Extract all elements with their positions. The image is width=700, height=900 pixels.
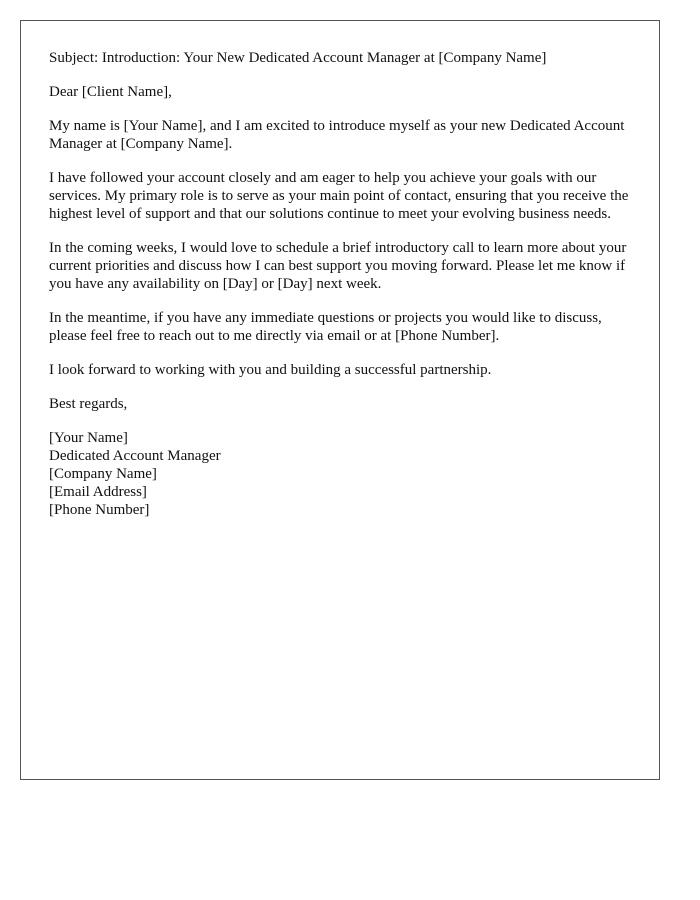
signature-phone: [Phone Number] [49, 502, 150, 518]
letter-salutation: Dear [Client Name], [49, 84, 172, 100]
letter-frame [20, 20, 660, 780]
letter-paragraph: I look forward to working with you and building a successful partnership. [49, 362, 492, 378]
letter-paragraph: In the meantime, if you have any immediate questions or projects you would like to discuss, please feel free to reach out to me directly via email or at [Phone Number]. [49, 310, 602, 344]
letter-closing: Best regards, [49, 396, 128, 412]
signature-company: [Company Name] [49, 466, 157, 482]
signature-title: Dedicated Account Manager [49, 448, 221, 464]
signature-name: [Your Name] [49, 430, 128, 446]
letter-paragraph: I have followed your account closely and am eager to help you achieve your goals with our services. My primary role is to serve as your main point of contact, ensuring that you receive the highest level of support and that our solutions continue to meet your evolving business needs. [49, 170, 629, 222]
signature-email: [Email Address] [49, 484, 147, 500]
letter-paragraph: My name is [Your Name], and I am excited to introduce myself as your new Dedicated Account Manager at [Company Name]. [49, 118, 625, 152]
letter-body [49, 49, 639, 519]
signature-block [49, 429, 639, 519]
letter-subject: Subject: Introduction: Your New Dedicated Account Manager at [Company Name] [49, 50, 547, 66]
letter-paragraph: In the coming weeks, I would love to schedule a brief introductory call to learn more about your current priorities and discuss how I can best support you moving forward. Please let me know if you have any availability on [Day] or [Day] next week. [49, 240, 627, 292]
